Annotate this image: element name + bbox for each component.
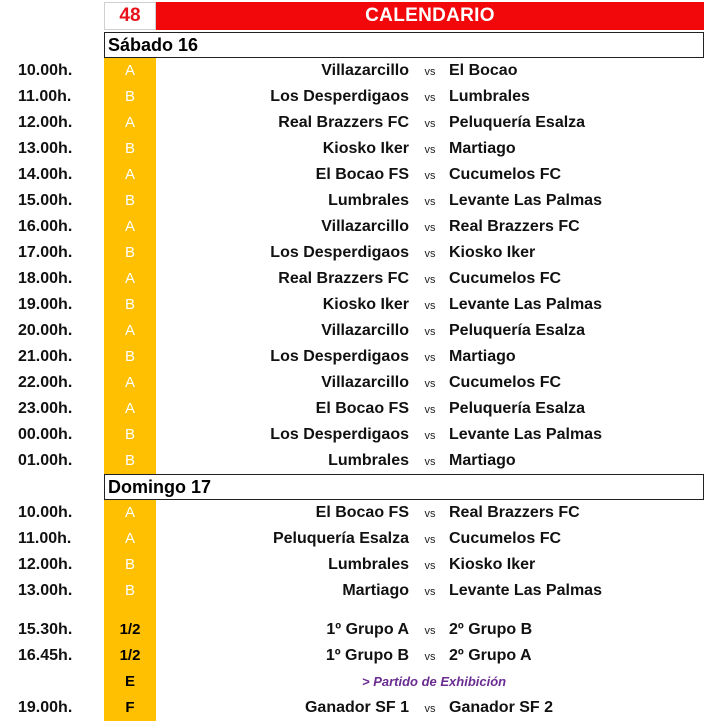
away-team: Levante Las Palmas [449, 192, 602, 209]
match-time: 13.00h. [18, 582, 73, 599]
home-team: Real Brazzers FC [278, 114, 409, 131]
match-group: F [125, 699, 135, 716]
match-time: 17.00h. [18, 244, 73, 261]
vs-label: vs [424, 456, 436, 468]
vs-label: vs [424, 352, 436, 364]
away-team: Ganador SF 2 [449, 699, 554, 716]
table-row [0, 292, 704, 318]
home-team: Lumbrales [328, 192, 409, 209]
table-row [0, 214, 704, 240]
away-team: Peluquería Esalza [449, 114, 586, 131]
home-team: Real Brazzers FC [278, 270, 409, 287]
away-team: El Bocao [449, 62, 518, 79]
away-team: Peluquería Esalza [449, 322, 586, 339]
match-group: B [124, 426, 135, 443]
vs-label: vs [424, 651, 436, 663]
home-team: Lumbrales [328, 452, 409, 469]
match-group: B [124, 452, 135, 469]
calendar-number: 48 [104, 2, 156, 30]
table-row [0, 552, 704, 578]
table-row [0, 643, 704, 669]
match-group: A [124, 322, 135, 339]
home-team: Peluquería Esalza [272, 530, 409, 547]
home-team: Ganador SF 1 [304, 699, 409, 716]
home-team: El Bocao FS [315, 504, 409, 521]
match-time: 16.45h. [18, 647, 73, 664]
away-team: Cucumelos FC [449, 166, 562, 183]
match-time: 22.00h. [18, 374, 73, 391]
away-team: Levante Las Palmas [449, 296, 602, 313]
match-time: 18.00h. [18, 270, 73, 287]
match-time: 10.00h. [18, 504, 73, 521]
table-row [0, 188, 704, 214]
match-group: B [124, 348, 135, 365]
table-row [0, 370, 704, 396]
away-team: Cucumelos FC [449, 530, 562, 547]
vs-label: vs [424, 300, 436, 312]
table-row [0, 136, 704, 162]
home-team: Villazarcillo [321, 322, 409, 339]
vs-label: vs [424, 378, 436, 390]
away-team: Real Brazzers FC [449, 218, 580, 235]
vs-label: vs [424, 170, 436, 182]
table-row [0, 500, 704, 526]
match-time: 10.00h. [18, 62, 73, 79]
home-team: Kiosko Iker [322, 296, 409, 313]
vs-label: vs [424, 586, 436, 598]
table-row [0, 448, 704, 474]
match-time: 15.30h. [18, 621, 73, 638]
day-header-sunday: Domingo 17 [104, 474, 704, 500]
table-row [0, 695, 704, 721]
home-team: 1º Grupo A [326, 621, 409, 638]
match-time: 01.00h. [18, 452, 73, 469]
vs-label: vs [424, 560, 436, 572]
exhibition-note: > Partido de Exhibición [362, 674, 507, 689]
match-group: B [124, 582, 135, 599]
match-group: 1/2 [119, 647, 141, 664]
home-team: El Bocao FS [315, 166, 409, 183]
vs-label: vs [424, 92, 436, 104]
match-group: B [124, 244, 135, 261]
table-row [0, 58, 704, 84]
match-group: E [124, 673, 135, 690]
match-time [18, 669, 104, 695]
match-group: A [124, 114, 135, 131]
match-time: 23.00h. [18, 400, 73, 417]
vs-label: vs [424, 534, 436, 546]
vs-label: vs [424, 274, 436, 286]
match-time: 11.00h. [18, 88, 72, 105]
home-team: Villazarcillo [321, 218, 409, 235]
match-time: 00.00h. [18, 426, 73, 443]
vs-label: vs [424, 703, 436, 715]
match-group: A [124, 374, 135, 391]
home-team: Los Desperdigaos [270, 244, 409, 261]
table-row [0, 110, 704, 136]
match-time: 20.00h. [18, 322, 73, 339]
home-team: Los Desperdigaos [270, 88, 409, 105]
match-time: 11.00h. [18, 530, 72, 547]
table-row [0, 240, 704, 266]
home-team: Lumbrales [328, 556, 409, 573]
vs-label: vs [424, 118, 436, 130]
table-row [0, 422, 704, 448]
match-group: A [124, 400, 135, 417]
table-row [0, 396, 704, 422]
match-time: 19.00h. [18, 296, 73, 313]
match-group: B [124, 88, 135, 105]
vs-label: vs [424, 404, 436, 416]
table-row [0, 162, 704, 188]
match-time: 21.00h. [18, 348, 73, 365]
match-group: A [124, 62, 135, 79]
home-team: Villazarcillo [321, 62, 409, 79]
match-group: B [124, 192, 135, 209]
home-team: Kiosko Iker [322, 140, 409, 157]
vs-label: vs [424, 66, 436, 78]
away-team: 2º Grupo B [449, 621, 533, 638]
vs-label: vs [424, 508, 436, 520]
away-team: Martiago [449, 452, 516, 469]
match-time: 13.00h. [18, 140, 73, 157]
away-team: Real Brazzers FC [449, 504, 580, 521]
table-row [0, 617, 704, 643]
away-team: Martiago [449, 140, 516, 157]
match-time: 12.00h. [18, 114, 73, 131]
vs-label: vs [424, 144, 436, 156]
table-row [0, 578, 704, 604]
match-group: 1/2 [119, 621, 141, 638]
vs-label: vs [424, 196, 436, 208]
table-row [0, 526, 704, 552]
match-time: 12.00h. [18, 556, 73, 573]
home-team: Los Desperdigaos [270, 426, 409, 443]
day-header-saturday: Sábado 16 [104, 32, 704, 58]
away-team: Levante Las Palmas [449, 426, 602, 443]
match-group: B [124, 140, 135, 157]
home-team: El Bocao FS [315, 400, 409, 417]
vs-label: vs [424, 326, 436, 338]
away-team: Kiosko Iker [449, 244, 536, 261]
match-time: 19.00h. [18, 699, 73, 716]
away-team: 2º Grupo A [449, 647, 532, 664]
away-team: Peluquería Esalza [449, 400, 586, 417]
vs-label: vs [424, 430, 436, 442]
match-group: A [124, 530, 135, 547]
away-team: Cucumelos FC [449, 270, 562, 287]
match-time: 16.00h. [18, 218, 73, 235]
page-title: CALENDARIO [156, 2, 704, 30]
home-team: Martiago [342, 582, 409, 599]
away-team: Cucumelos FC [449, 374, 562, 391]
table-row [0, 266, 704, 292]
home-team: Villazarcillo [321, 374, 409, 391]
table-row [0, 84, 704, 110]
table-row [0, 344, 704, 370]
away-team: Levante Las Palmas [449, 582, 602, 599]
match-group: A [124, 270, 135, 287]
vs-label: vs [424, 248, 436, 260]
home-team: 1º Grupo B [325, 647, 409, 664]
away-team: Martiago [449, 348, 516, 365]
vs-label: vs [424, 625, 436, 637]
home-team: Los Desperdigaos [270, 348, 409, 365]
match-group: A [124, 166, 135, 183]
away-team: Lumbrales [449, 88, 530, 105]
table-row [0, 318, 704, 344]
match-group: A [124, 218, 135, 235]
match-group: B [124, 296, 135, 313]
vs-label: vs [424, 222, 436, 234]
match-time: 15.00h. [18, 192, 73, 209]
match-group: A [124, 504, 135, 521]
match-time: 14.00h. [18, 166, 73, 183]
match-group: B [124, 556, 135, 573]
away-team: Kiosko Iker [449, 556, 536, 573]
table-row [0, 669, 704, 695]
